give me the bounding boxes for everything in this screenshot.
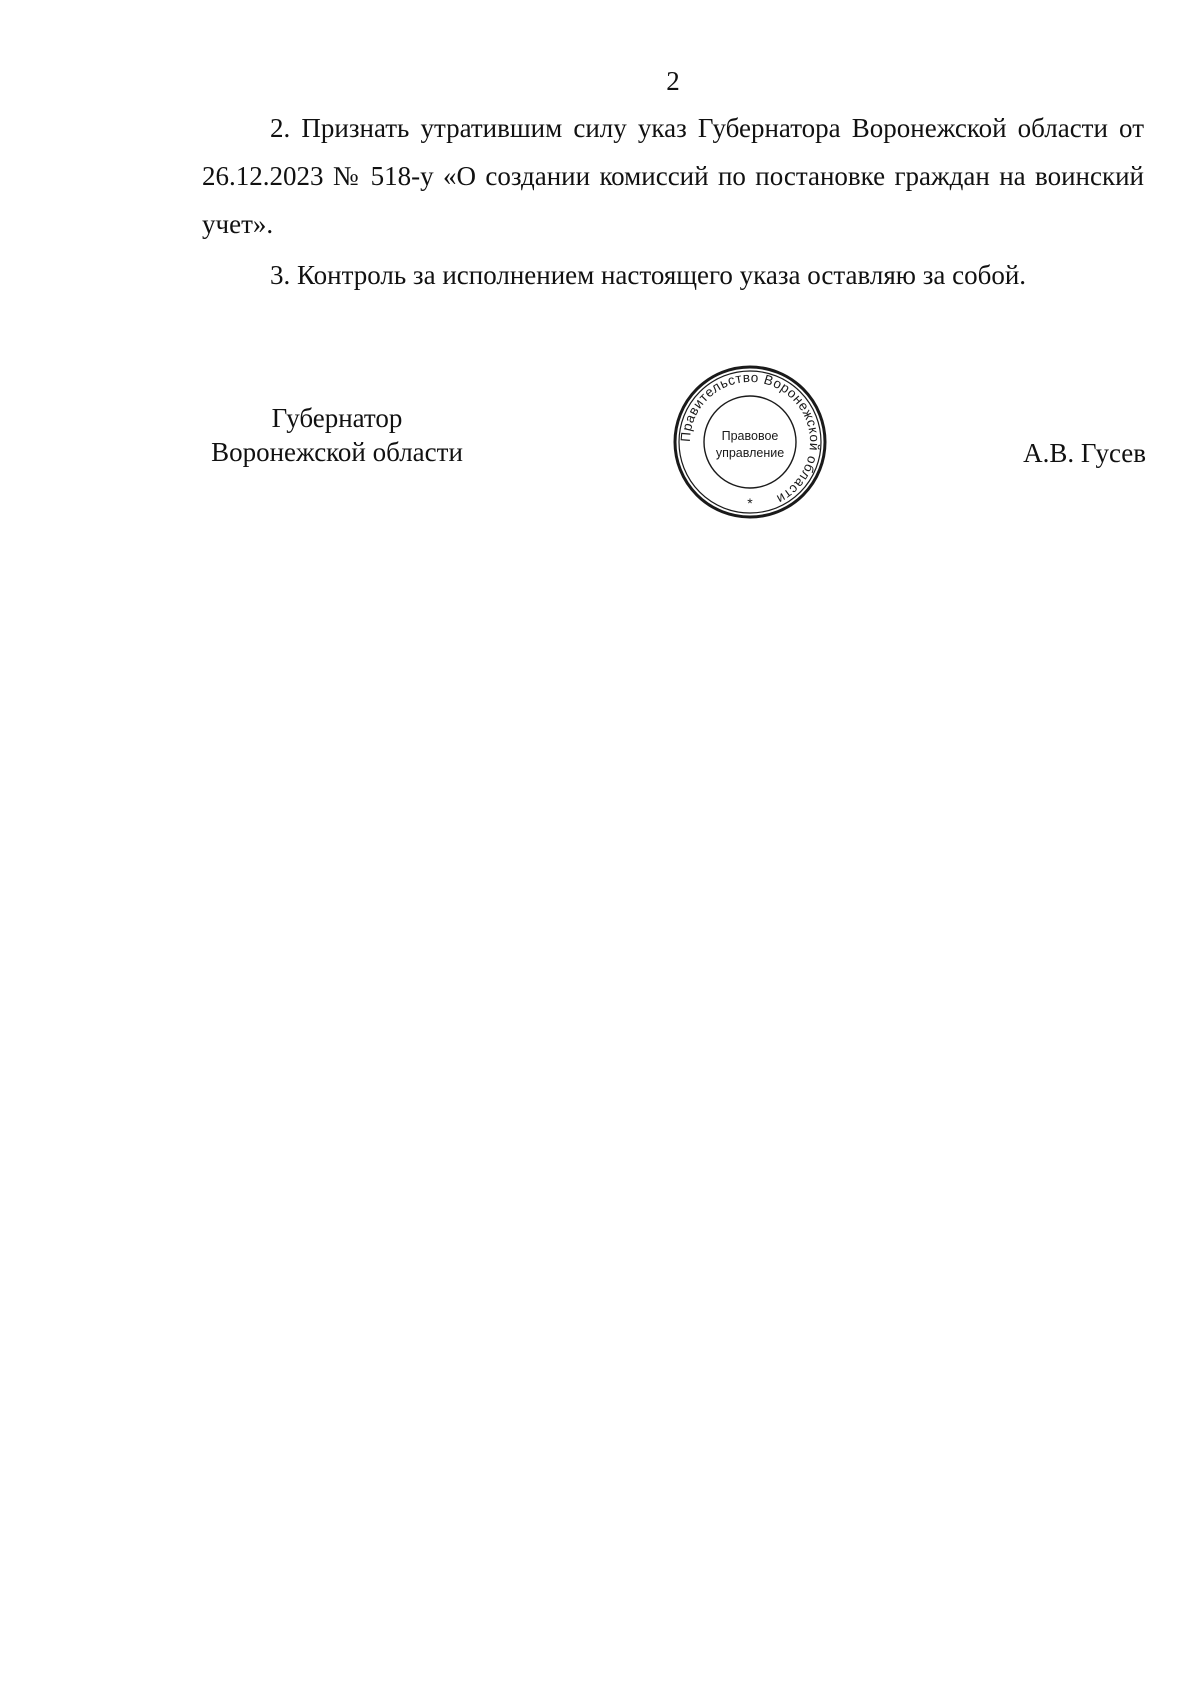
signer-position [202,401,472,469]
signer-position-line1: Губернатор [271,403,403,433]
seal-inner-line1: Правовое [721,429,779,443]
seal-graphic [670,362,830,522]
seal-outer-text: Правительство Воронежской области [677,369,823,508]
official-seal-stamp [670,362,830,522]
page-number: 2 [666,66,680,96]
paragraph-2: 2. Признать утратившим силу указ Губернатора Воронежской области от 26.12.2023 № 518-у «О создании комиссий по постановке граждан на воинский учет». [202,113,1144,239]
signer-position-line2: Воронежской области [211,437,463,467]
seal-star: * [747,495,753,511]
seal-inner-line2: управление [715,446,785,460]
signer-name: А.В. Гусев [1023,438,1146,468]
paragraph-3: 3. Контроль за исполнением настоящего указа оставляю за собой. [270,260,1027,290]
